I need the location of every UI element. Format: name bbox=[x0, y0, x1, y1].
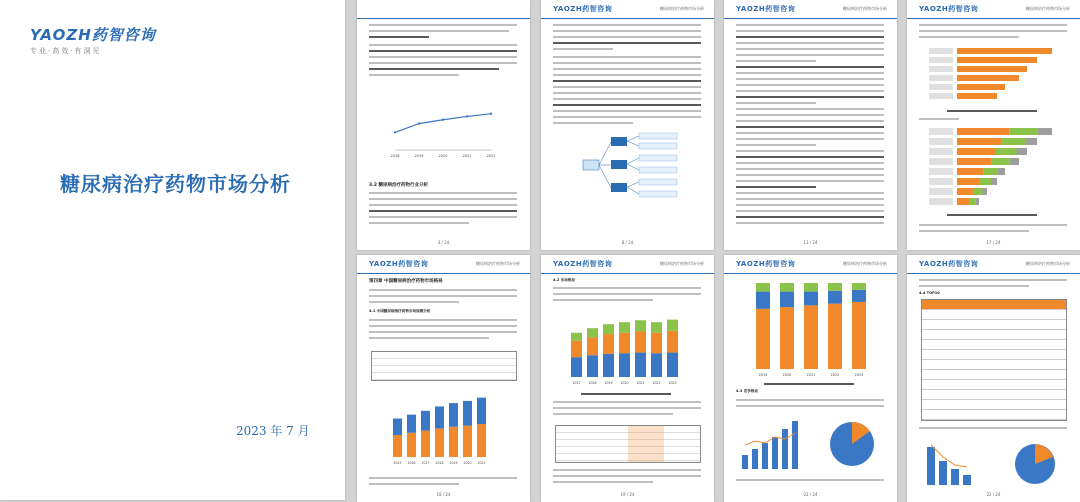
bar bbox=[852, 290, 866, 302]
row-label-box bbox=[929, 158, 953, 165]
section-heading: 4.3 竞争格局 bbox=[736, 389, 758, 393]
bar bbox=[957, 48, 1052, 54]
bar bbox=[828, 283, 842, 291]
mind-map-node bbox=[611, 137, 627, 146]
page-number: 13 / 24 bbox=[803, 240, 818, 245]
bar bbox=[619, 333, 630, 353]
header-title: 糖尿病治疗药物市场分析 bbox=[476, 261, 520, 266]
row-label-box bbox=[929, 148, 953, 155]
pie-chart bbox=[1005, 439, 1065, 489]
header-logo: YAOZH药智咨询 bbox=[736, 260, 796, 268]
data-point bbox=[394, 131, 396, 133]
bar bbox=[449, 403, 458, 427]
report-date: 2023 年 7 月 bbox=[236, 424, 310, 438]
bar bbox=[756, 309, 770, 369]
page-thumbnail-3[interactable] bbox=[541, 0, 714, 250]
x-tick-label: 2020 bbox=[463, 461, 472, 465]
bar bbox=[619, 322, 630, 333]
top10-table bbox=[921, 299, 1067, 421]
bar bbox=[974, 188, 983, 195]
bar bbox=[957, 158, 991, 165]
page-number: 3 / 24 bbox=[437, 240, 450, 245]
bar bbox=[571, 333, 582, 341]
bar bbox=[667, 320, 678, 331]
bar bbox=[449, 427, 458, 457]
cover-page[interactable] bbox=[0, 0, 345, 500]
horizontal-stacked-bar-chart bbox=[927, 124, 1062, 212]
bar bbox=[667, 331, 678, 353]
bar bbox=[435, 428, 444, 457]
bar bbox=[957, 66, 1027, 72]
mind-map-node bbox=[611, 183, 627, 192]
x-tick-label: 2016 bbox=[407, 461, 416, 465]
page-thumbnail-4[interactable] bbox=[724, 0, 897, 250]
bar bbox=[756, 283, 770, 292]
bar bbox=[983, 168, 997, 175]
combo-chart-right bbox=[921, 437, 993, 489]
page-header bbox=[357, 0, 530, 19]
page-thumbnail-8[interactable] bbox=[724, 255, 897, 502]
header-title: 糖尿病治疗药物市场分析 bbox=[1026, 261, 1070, 266]
bar bbox=[957, 138, 1001, 145]
series-line bbox=[395, 114, 491, 133]
bar bbox=[667, 353, 678, 377]
bar bbox=[571, 341, 582, 358]
bar bbox=[957, 168, 983, 175]
combo-chart-left bbox=[738, 415, 810, 473]
bar bbox=[852, 283, 866, 290]
bar bbox=[957, 84, 1005, 90]
x-tick-label: 2023 bbox=[668, 381, 677, 385]
data-table bbox=[555, 425, 701, 463]
x-tick-label: 2022 bbox=[830, 373, 840, 377]
bar bbox=[603, 354, 614, 377]
header-title: 糖尿病治疗药物市场分析 bbox=[660, 261, 704, 266]
page-thumbnail-9[interactable] bbox=[907, 255, 1080, 502]
bar bbox=[651, 353, 662, 377]
bar bbox=[1001, 138, 1025, 145]
data-point bbox=[418, 122, 420, 124]
share-stacked-bar-chart bbox=[744, 279, 879, 379]
bar bbox=[407, 433, 416, 457]
x-tick-label: 2018 bbox=[435, 461, 444, 465]
bar bbox=[421, 411, 430, 431]
bar bbox=[463, 401, 472, 426]
bar bbox=[969, 198, 976, 205]
line-chart bbox=[387, 100, 497, 160]
bar bbox=[603, 334, 614, 354]
x-tick-label: 2020 bbox=[782, 373, 792, 377]
header-logo: YAOZH药智咨询 bbox=[919, 260, 979, 268]
pie-chart bbox=[820, 417, 884, 471]
row-label-box bbox=[929, 138, 953, 145]
header-logo: YAOZH药智咨询 bbox=[553, 260, 613, 268]
bar bbox=[619, 353, 630, 377]
page-thumbnail-6[interactable] bbox=[357, 255, 530, 502]
bar bbox=[1009, 128, 1038, 135]
row-label-box bbox=[929, 188, 953, 195]
report-title: 糖尿病治疗药物市场分析 bbox=[60, 172, 291, 196]
x-tick-label: 2021 bbox=[806, 373, 816, 377]
x-tick-label: 2020 bbox=[620, 381, 629, 385]
row-label-box bbox=[929, 168, 953, 175]
bar bbox=[651, 322, 662, 333]
x-tick-label: 2019 bbox=[758, 373, 768, 377]
page-thumbnail-5[interactable] bbox=[907, 0, 1080, 250]
bar bbox=[957, 75, 1019, 81]
row-label-box bbox=[929, 57, 953, 63]
bar bbox=[571, 357, 582, 377]
bar bbox=[804, 283, 818, 292]
bar bbox=[587, 355, 598, 377]
page-thumbnail-7[interactable] bbox=[541, 255, 714, 502]
market-size-bar-chart bbox=[565, 307, 690, 387]
section-heading: 3.2 糖尿病治疗药物行业分析 bbox=[369, 183, 429, 188]
bar bbox=[477, 398, 486, 424]
x-tick-label: 2019 bbox=[449, 461, 458, 465]
header-logo: YAOZH药智咨询 bbox=[369, 260, 429, 268]
bar bbox=[393, 435, 402, 457]
section-heading: 4.2 市场格局 bbox=[553, 278, 575, 282]
x-tick-label: 2021 bbox=[462, 154, 472, 158]
bar bbox=[991, 178, 997, 185]
bar bbox=[780, 307, 794, 369]
bar bbox=[1017, 148, 1028, 155]
bar bbox=[957, 128, 1009, 135]
bar bbox=[603, 324, 614, 334]
x-tick-label: 2018 bbox=[390, 154, 400, 158]
bar bbox=[804, 305, 818, 369]
x-tick-label: 2018 bbox=[588, 381, 597, 385]
brand-slogan: 专业·高效·有洞见 bbox=[30, 47, 102, 55]
bar bbox=[477, 424, 486, 457]
horizontal-bar-chart bbox=[927, 44, 1062, 106]
data-table bbox=[371, 351, 517, 381]
page-number: 22 / 24 bbox=[986, 492, 1001, 497]
bar bbox=[996, 148, 1017, 155]
page-header bbox=[724, 255, 897, 274]
bar bbox=[828, 291, 842, 304]
x-tick-label: 2015 bbox=[393, 461, 402, 465]
cover-logo bbox=[30, 24, 156, 56]
bar bbox=[635, 320, 646, 331]
row-label-box bbox=[929, 128, 953, 135]
bar bbox=[1025, 138, 1037, 145]
bar bbox=[957, 178, 979, 185]
bar bbox=[957, 148, 996, 155]
page-header bbox=[541, 255, 714, 274]
header-title: 糖尿病治疗药物市场分析 bbox=[1026, 6, 1070, 11]
bar bbox=[1010, 158, 1019, 165]
page-thumbnail-2[interactable] bbox=[357, 0, 530, 250]
bar bbox=[957, 93, 997, 99]
data-point bbox=[466, 115, 468, 117]
bar bbox=[635, 331, 646, 352]
page-number: 22 / 24 bbox=[803, 492, 818, 497]
x-tick-label: 2021 bbox=[477, 461, 486, 465]
bar bbox=[991, 158, 1010, 165]
page-header bbox=[907, 0, 1080, 19]
header-title: 糖尿病治疗药物市场分析 bbox=[843, 261, 887, 266]
bar bbox=[587, 337, 598, 355]
page-header bbox=[907, 255, 1080, 274]
mind-map-diagram bbox=[581, 132, 681, 200]
bar bbox=[983, 188, 988, 195]
bar bbox=[463, 426, 472, 457]
x-tick-label: 2022 bbox=[486, 154, 496, 158]
x-tick-label: 2023 bbox=[854, 373, 864, 377]
x-tick-label: 2019 bbox=[604, 381, 613, 385]
row-label-box bbox=[929, 178, 953, 185]
bar bbox=[421, 431, 430, 457]
bar bbox=[756, 292, 770, 309]
bar bbox=[957, 188, 974, 195]
header-title: 糖尿病治疗药物市场分析 bbox=[843, 6, 887, 11]
bar bbox=[957, 57, 1037, 63]
header-logo: YAOZH药智咨询 bbox=[919, 5, 979, 13]
chapter-heading: 第四章 中国糖尿病治疗药物市场格局 bbox=[369, 279, 443, 284]
page-number: 19 / 24 bbox=[620, 492, 635, 497]
mind-map-node bbox=[611, 160, 627, 169]
header-logo: YAOZH药智咨询 bbox=[553, 5, 613, 13]
data-point bbox=[442, 119, 444, 121]
row-label-box bbox=[929, 84, 953, 90]
bar bbox=[957, 198, 969, 205]
x-tick-label: 2017 bbox=[421, 461, 430, 465]
x-tick-label: 2020 bbox=[438, 154, 448, 158]
row-label-box bbox=[929, 48, 953, 54]
mind-map-root bbox=[583, 160, 599, 170]
x-tick-label: 2021 bbox=[636, 381, 645, 385]
section-heading: 4.4 TOP10 bbox=[919, 291, 940, 295]
row-label-box bbox=[929, 75, 953, 81]
bar bbox=[828, 304, 842, 369]
section-heading: 4.1 中国糖尿病治疗药物市场规模分析 bbox=[369, 309, 431, 313]
brand-logo-text: YAOZH药智咨询 bbox=[30, 26, 156, 44]
bar bbox=[1038, 128, 1052, 135]
bar bbox=[635, 353, 646, 377]
page-number: 8 / 24 bbox=[621, 240, 634, 245]
row-label-box bbox=[929, 66, 953, 72]
data-point bbox=[490, 113, 492, 115]
header-logo: YAOZH药智咨询 bbox=[736, 5, 796, 13]
x-tick-label: 2017 bbox=[572, 381, 581, 385]
bar bbox=[780, 292, 794, 307]
bar bbox=[979, 178, 991, 185]
page-number: 18 / 24 bbox=[436, 492, 451, 497]
bar bbox=[804, 292, 818, 306]
bar bbox=[651, 333, 662, 353]
page-header bbox=[724, 0, 897, 19]
header-title: 糖尿病治疗药物市场分析 bbox=[660, 6, 704, 11]
bar bbox=[407, 415, 416, 433]
bar bbox=[393, 419, 402, 436]
bar bbox=[852, 302, 866, 369]
bar bbox=[976, 198, 979, 205]
x-tick-label: 2019 bbox=[414, 154, 424, 158]
page-header bbox=[541, 0, 714, 19]
bar bbox=[780, 283, 794, 292]
bar bbox=[587, 328, 598, 337]
stacked-bar-chart bbox=[387, 387, 497, 467]
bar bbox=[998, 168, 1005, 175]
x-tick-label: 2022 bbox=[652, 381, 661, 385]
bar bbox=[435, 406, 444, 428]
row-label-box bbox=[929, 93, 953, 99]
page-number: 17 / 24 bbox=[986, 240, 1001, 245]
row-label-box bbox=[929, 198, 953, 205]
page-header bbox=[357, 255, 530, 274]
